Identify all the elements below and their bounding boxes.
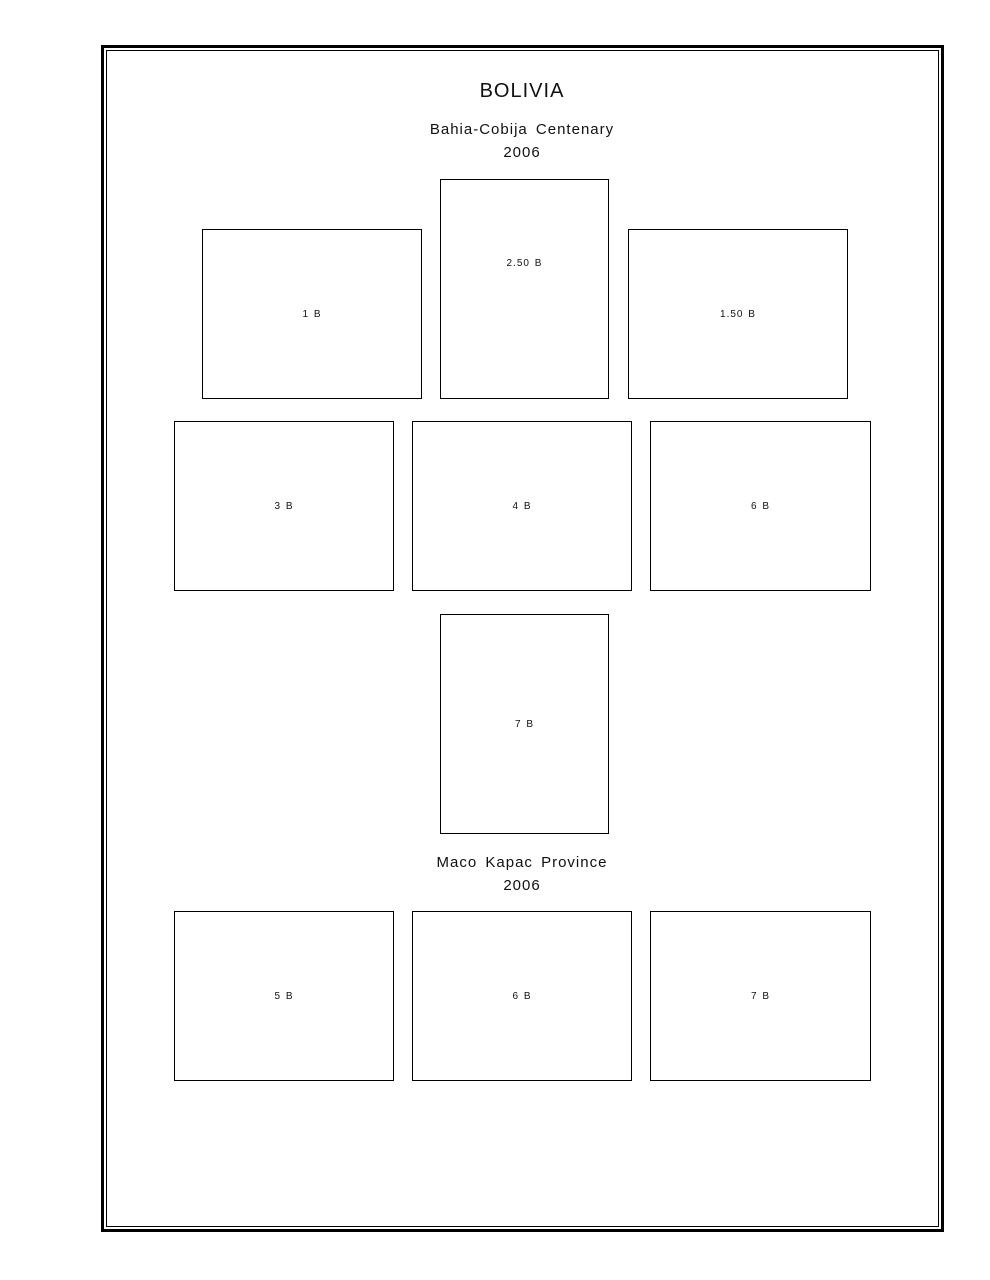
stamp-value: 7 B [750, 990, 770, 1002]
stamp-box [650, 421, 871, 591]
section-title-maco-kapac: Maco Kapac Province [436, 854, 608, 871]
stamp-value: 2.50 B [506, 257, 543, 269]
stamp-box [412, 911, 632, 1081]
stamp-box [628, 229, 848, 399]
section-title-bahia-cobija: Bahia-Cobija Centenary [429, 121, 615, 138]
stamp-box [202, 229, 422, 399]
stamp-value: 3 B [274, 500, 294, 512]
stamp-value: 6 B [750, 500, 770, 512]
stamp-box [440, 614, 609, 834]
stamp-box [440, 179, 609, 399]
stamp-value: 1 B [302, 308, 322, 320]
stamp-box [412, 421, 632, 591]
stamp-value: 5 B [274, 990, 294, 1002]
section-year-bahia-cobija: 2006 [503, 144, 541, 161]
stamp-box [174, 911, 394, 1081]
stamp-value: 7 B [514, 718, 534, 730]
section-year-maco-kapac: 2006 [503, 877, 541, 894]
country-title: BOLIVIA [479, 80, 565, 102]
stamp-value: 6 B [512, 990, 532, 1002]
stamp-value: 4 B [512, 500, 532, 512]
stamp-box [174, 421, 394, 591]
stamp-box [650, 911, 871, 1081]
stamp-value: 1.50 B [720, 308, 756, 320]
